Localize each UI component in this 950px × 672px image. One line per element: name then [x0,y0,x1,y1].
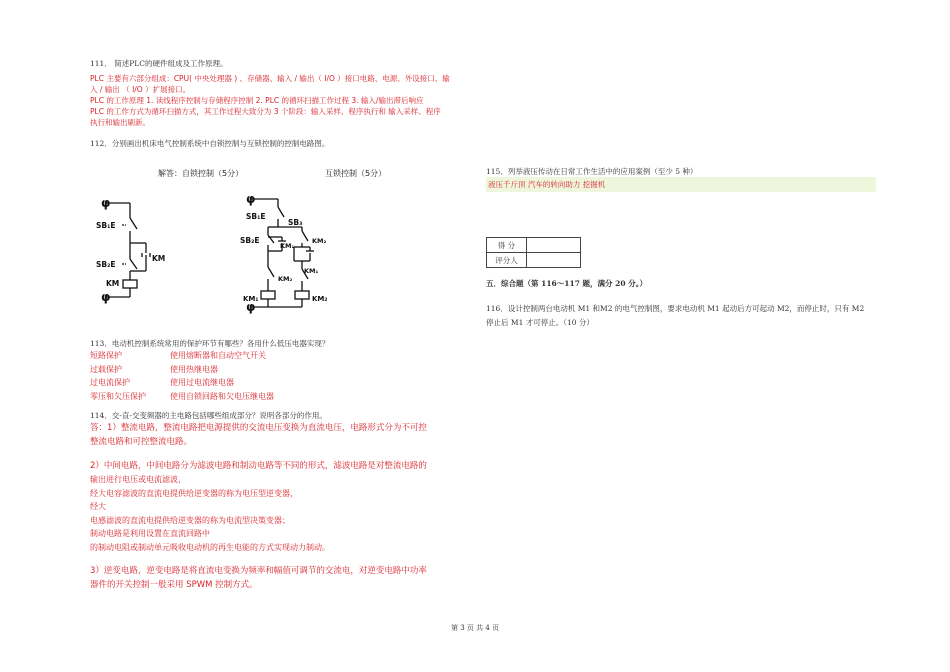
q111-answer-line: 执行和输出刷新。 [90,118,150,127]
right-column [486,166,876,192]
phi-label: φ [246,192,256,206]
km2-coil-label: KM₂ [312,295,328,303]
q113-block [90,338,470,403]
q114-answer-line: 电感滤波的直流电提供给逆变器的称为电流型决策变器； [90,515,290,525]
q116-line: 停止后 M1 才可停止。（10 分） [486,318,594,327]
protection-row [90,349,470,363]
q111-answer-line: 入 / 输出 （ I/O ）扩展接口。 [90,85,191,94]
left-column [90,58,470,149]
q116-block [486,302,876,330]
q114-block [90,410,480,592]
protection-type: 过载保护 [90,364,122,374]
sb2e-label: SB₂E [96,260,116,269]
q111-answer-line: PLC 的工作原理 1. 读线程序控制与存储程序控制 2. PLC 的循环扫描工作过程 3. 输入/输出滞后响应 [90,96,424,105]
score-table [486,237,581,268]
sb2e-label: SB₂E [240,236,260,245]
protection-device: 使用熔断器和自动空气开关 [170,351,266,360]
grader-value-cell [527,253,581,268]
q112-question: 112．分别画出机床电气控制系统中自锁控制与互锁控制的控制电路图。 [90,139,330,148]
km2-nc-label: KM₂ [278,275,293,283]
km1-coil-label: KM₁ [243,295,259,303]
page-footer: 第 3 页 共 4 页 [450,624,500,632]
km1-nc-label: KM₁ [304,267,319,275]
q111-answer [90,73,470,128]
protection-device: 使用过电流继电器 [170,378,234,387]
score-value-cell [527,238,581,253]
protection-row [90,376,470,390]
protection-row [90,363,470,377]
km-contact-label: KM [152,254,166,263]
km2-contact-label: KM₂ [312,237,327,245]
km-coil-label: KM [106,279,120,288]
section-5-heading: 五．综合题（第 116～117 题，满分 20 分。） [486,279,647,288]
q114-answer-line: 制动电路是利用设置在直流回路中 [90,529,210,538]
q114-answer-line: 器件的开关控制一般采用 SPWM 控制方式。 [90,580,258,590]
score-label: 得 分 [487,238,527,253]
score-row [487,238,581,253]
phi-label: φ [246,300,256,314]
self-lock-caption: 解答：自锁控制（5分） [158,169,244,178]
q114-answer-line: 答：1）整流电路，整流电路把电源提供的交流电压变换为直流电压，电路形式分为不可控 [90,423,427,433]
interlock-circuit-diagram [238,185,348,315]
phi-label: φ [101,196,111,210]
q115-answer: 液压千斤顶 汽车的转向助力 挖掘机 [486,177,876,192]
q114-answer-line: 经大 [90,502,106,511]
q111-answer-line: PLC 主要有六部分组成：CPU( 中央处理器 ) 、存储器、输入 / 输出（ I/O ）接口电路、电源、外设接口、输 [90,74,450,83]
grader-row [487,253,581,268]
sb3-label: SB₃ [288,218,303,227]
q114-answer-line: 3）逆变电路，逆变电路是将直流电变换为频率和幅值可调节的交流电，对逆变电路中功率 [90,566,427,576]
q113-question: 113．电动机控制系统常用的保护环节有哪些？各用什么低压电器实现？ [90,339,330,348]
protection-type: 过电流保护 [90,378,130,387]
q111-answer-line: PLC 的工作方式为循环扫描方式，其工作过程大致分为 3 个阶段：输入采样、程序执行和 输入采样、程序 [90,107,441,116]
q114-answer-line: 经大电容滤波的直流电提供给逆变器的称为电压型逆变器， [90,488,298,498]
protection-row [90,390,470,404]
q115-question: 115．列举液压传动在日常工作生活中的应用案例（至少 5 种） [486,167,698,176]
q114-answer-line: 整流电路和可控整流电路。 [90,437,193,447]
protection-device: 使用热继电器 [170,364,218,374]
sb1e-label: SB₁E [96,221,116,230]
q114-question: 114．交-直-交变频器的主电路包括哪些组成部分？说明各部分的作用。 [90,411,327,420]
phi-label: φ [101,290,111,304]
q114-answer-line: 输出进行电压或电流滤波， [90,475,186,484]
protection-device: 使用自锁回路和欠电压继电器 [170,391,274,401]
sb1e-label: SB₁E [246,212,266,221]
protection-type: 零压和欠压保护 [90,391,146,401]
grader-label: 评分人 [487,253,527,268]
interlock-caption: 互锁控制（5分） [325,169,387,178]
km1-contact-label: KM₁ [280,242,295,250]
q116-line: 116．设计控制两台电动机 M1 和M2 的电气控制图，要求电动机 M1 起动后方可起动 M2，而停止时，只有 M2 [486,304,865,313]
q114-answer-line: 的制动电阻或制动单元吸收电动机的再生电能的方式实现动力制动。 [90,542,330,552]
self-lock-circuit-diagram [90,185,210,310]
q111-question: 111． 简述PLC的硬件组成及工作原理。 [90,59,228,68]
q114-answer-line: 2）中间电路，中间电路分为滤波电路和制动电路等不同的形式，滤波电路是对整流电路的 [90,461,427,471]
protection-type: 短路保护 [90,351,122,360]
